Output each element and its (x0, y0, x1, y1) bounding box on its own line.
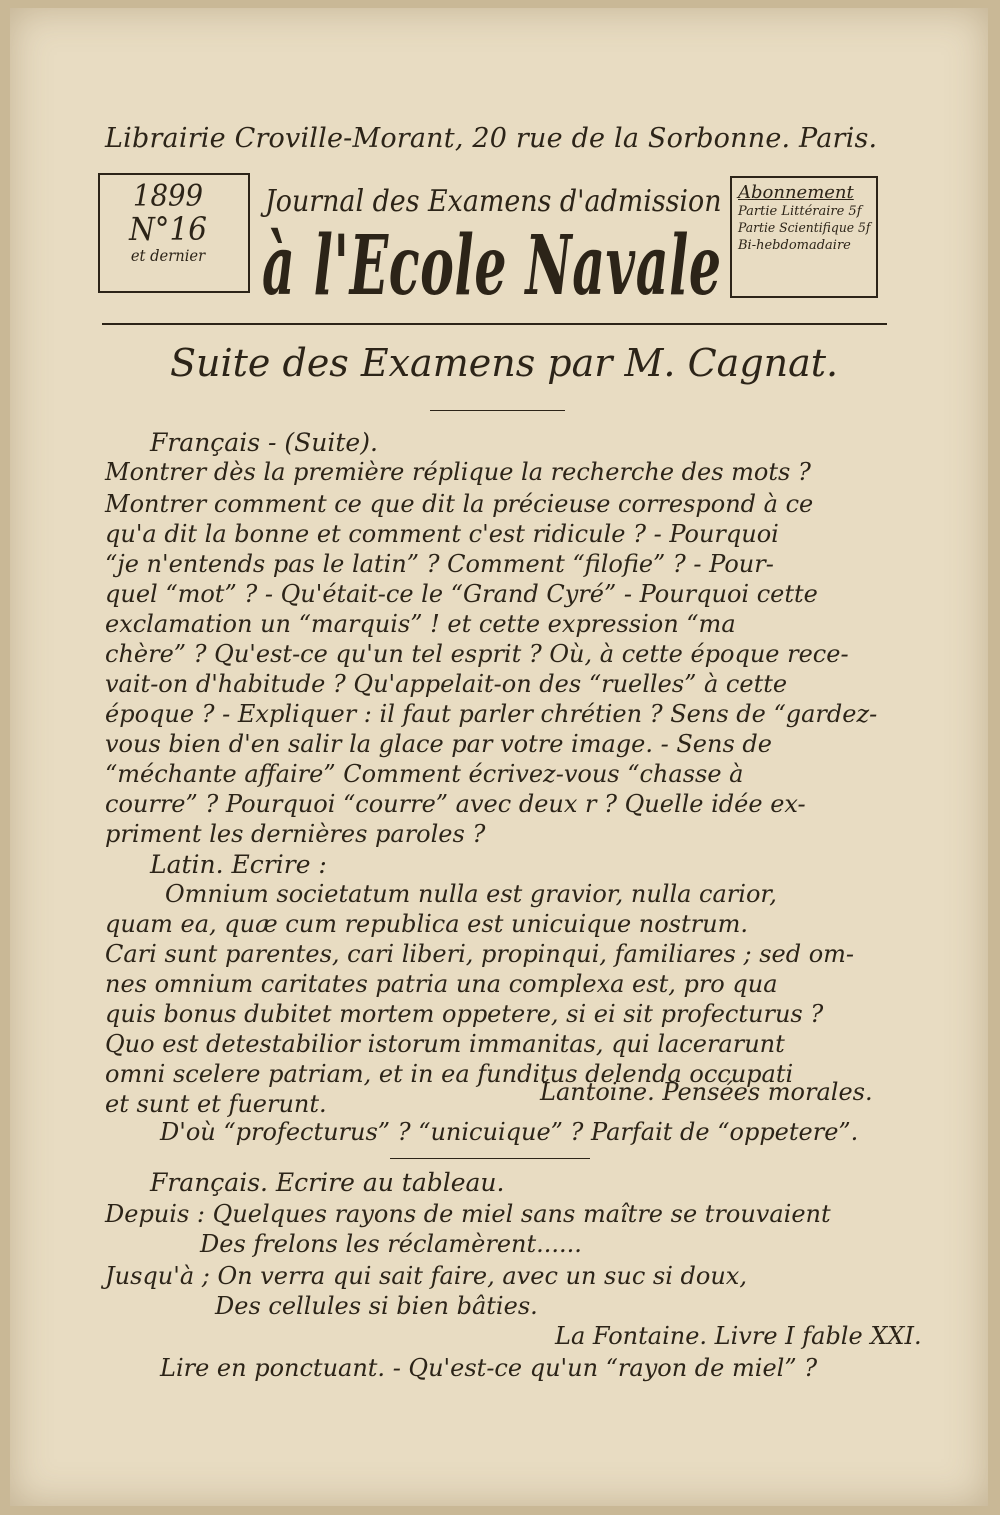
text-line: “méchante affaire” Comment écrivez-vous “chasse à (105, 760, 744, 788)
text-line: D'où “profecturus” ? “unicuique” ? Parfait de “oppetere”. (160, 1118, 859, 1146)
journal-title-line1: Journal des Examens d'admission (265, 184, 722, 219)
text-line: nes omnium caritates patria una complexa est, pro qua (105, 970, 778, 998)
text-line: courre” ? Pourquoi “courre” avec deux r ? Quelle idée ex- (105, 790, 806, 818)
text-line: chère” ? Qu'est-ce qu'un tel esprit ? Où, à cette époque rece- (105, 640, 849, 668)
text-line: Des cellules si bien bâties. (215, 1292, 538, 1320)
issue-note: et dernier (130, 246, 206, 265)
subscription-line: Partie Scientifique 5f (738, 221, 871, 236)
text-line: “je n'entends pas le latin” ? Comment “filofie” ? - Pour- (105, 550, 774, 578)
citation: Lantoine. Pensées morales. (540, 1078, 873, 1106)
text-line: Jusqu'à ; On verra qui sait faire, avec un suc si doux, (105, 1262, 747, 1290)
text-line: quis bonus dubitet mortem oppetere, si ei sit profecturus ? (105, 1000, 824, 1028)
subscription-line: Partie Littéraire 5f (738, 204, 862, 219)
page-sheet (10, 8, 988, 1506)
subscription-box (730, 176, 878, 298)
section-heading: Français. Ecrire au tableau. (150, 1168, 505, 1197)
section-heading: Français - (Suite). (150, 428, 378, 457)
text-line: Depuis : Quelques rayons de miel sans maître se trouvaient (105, 1200, 831, 1228)
text-line: priment les dernières paroles ? (105, 820, 486, 848)
section-heading: Latin. Ecrire : (150, 850, 327, 879)
issue-year: 1899 (132, 179, 204, 214)
issue-box (98, 173, 250, 293)
text-line: Quo est detestabilior istorum immanitas, qui lacerarunt (105, 1030, 785, 1058)
text-line: Cari sunt parentes, cari liberi, propinqui, familiares ; sed om- (105, 940, 855, 968)
text-line: quel “mot” ? - Qu'était-ce le “Grand Cyré” - Pourquoi cette (105, 580, 818, 608)
text-line: Omnium societatum nulla est gravior, nulla carior, (165, 880, 777, 908)
page-title: Suite des Examens par M. Cagnat. (170, 341, 839, 385)
header-divider (102, 323, 887, 325)
section-divider (390, 1158, 590, 1159)
citation: La Fontaine. Livre I fable XXI. (555, 1322, 922, 1350)
text-line: omni scelere patriam, et in ea funditus delenda occupati (105, 1060, 794, 1088)
text-line: vous bien d'en salir la glace par votre image. - Sens de (105, 730, 772, 758)
subscription-line: Bi-hebdomadaire (738, 238, 851, 253)
subscription-heading: Abonnement (738, 182, 854, 203)
text-line: quam ea, quæ cum republica est unicuique nostrum. (105, 910, 748, 938)
text-line: Montrer comment ce que dit la précieuse correspond à ce (105, 490, 814, 518)
issue-number: N°16 (129, 210, 207, 248)
text-line: Des frelons les réclamèrent...... (200, 1230, 582, 1258)
publisher-line: Librairie Croville-Morant, 20 rue de la Sorbonne. Paris. (105, 123, 878, 154)
title-divider (430, 410, 565, 411)
text-line: exclamation un “marquis” ! et cette expression “ma (105, 610, 736, 638)
text-line: vait-on d'habitude ? Qu'appelait-on des “ruelles” à cette (105, 670, 788, 698)
text-line: époque ? - Expliquer : il faut parler chrétien ? Sens de “gardez- (105, 700, 878, 728)
text-line: Montrer dès la première réplique la recherche des mots ? (105, 458, 811, 486)
journal-title-line2: à l'Ecole Navale (262, 218, 722, 314)
text-line: qu'a dit la bonne et comment c'est ridicule ? - Pourquoi (105, 520, 779, 548)
text-line: et sunt et fuerunt. (105, 1090, 327, 1118)
text-line: Lire en ponctuant. - Qu'est-ce qu'un “rayon de miel” ? (160, 1354, 818, 1382)
